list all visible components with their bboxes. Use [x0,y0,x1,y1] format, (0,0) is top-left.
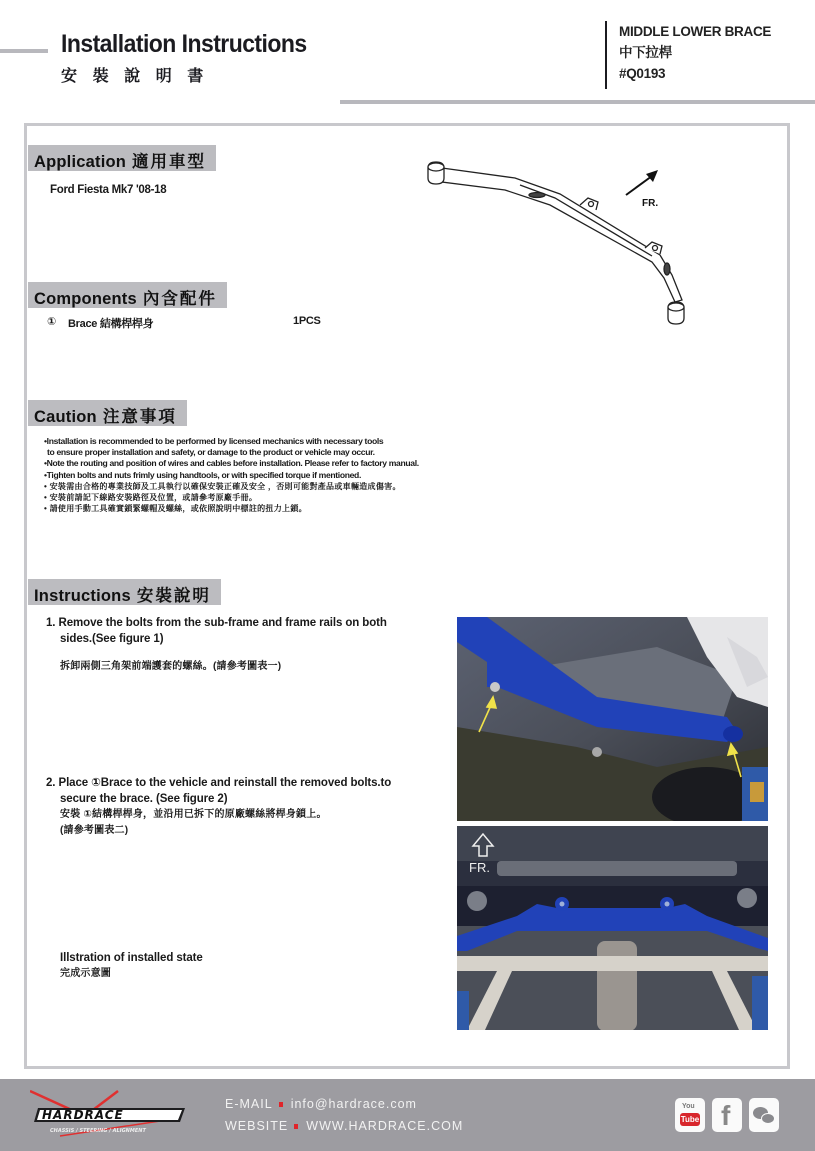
step-text: Remove the bolts from the sub-frame and frame rails on both [58,617,387,629]
front-label: FR. [469,860,490,875]
vehicle-model: Ford Fiesta Mk7 '08-18 [50,184,167,196]
instruction-step-2 [46,775,446,839]
brace-diagram [420,150,710,330]
email-link[interactable]: info@hardrace.com [290,1097,417,1111]
caution-line: •Installation is recommended to be performed by licensed mechanics with necessary tools [44,436,384,446]
front-arrow-icon [626,170,658,195]
step-text: sides.(See figure 1) [60,633,164,645]
page-title-zh: 安 裝 說 明 書 [61,66,209,85]
caution-list [44,436,419,514]
component-name: Brace 結構桿桿身 [68,318,154,330]
footer-website [225,1119,463,1133]
step-number: 1. [46,617,56,629]
caution-line: • 安裝前請記下線路安裝路徑及位置，或請參考原廠手冊。 [44,493,258,503]
component-index: ① [47,316,57,328]
instruction-step-1 [46,615,446,675]
heading-zh: 注意事項 [102,407,177,426]
product-name-zh: 中下拉桿 [619,45,672,60]
red-bullet-icon [279,1102,283,1107]
caution-line: • 請使用手動工具確實鎖緊螺帽及螺絲，或依照說明中標註的扭力上鎖。 [44,504,307,514]
hardrace-logo [30,1088,190,1138]
caution-line: •Tighten bolts and nuts frimly using handtools, or with specified torque if mentioned. [44,469,361,480]
caption-en: Illstration of installed state [60,952,203,964]
heading-zh: 適用車型 [132,152,207,171]
product-info [605,21,771,89]
footer-email [225,1097,417,1111]
youtube-icon[interactable]: You Tube [675,1098,705,1132]
step-text: secure the brace. (See figure 2) [60,793,228,805]
figure-1-photo [457,617,768,821]
heading-en: Components [34,290,137,308]
logo-wordmark: HARDRACE [42,1108,124,1122]
logo-tagline: CHASSIS / STEERING / ALIGNMENT [50,1128,146,1134]
heading-zh: 安裝說明 [136,586,211,605]
caution-line: •Note the routing and position of wires and cables before installation. Please refer to factory manual. [44,458,419,469]
step-text-zh: 安裝 ①結構桿桿身，並沿用已拆下的原廠螺絲將桿身鎖上。 [60,809,327,820]
heading-en: Caution [34,408,97,426]
step-text: Place ①Brace to the vehicle and reinstall the removed bolts.to [58,777,392,789]
component-qty: 1PCS [293,315,321,327]
section-heading-instructions [28,579,221,605]
section-heading-application [28,145,216,171]
section-heading-components [28,282,227,308]
step-number: 2. [46,777,56,789]
email-label: E-MAIL [225,1097,273,1111]
red-bullet-icon [294,1124,298,1129]
caution-line: to ensure proper installation and safety, or damage to the product or vehicle may occur. [47,447,375,458]
website-label: WEBSITE [225,1119,289,1133]
header-divider-right [340,100,815,104]
part-number: #Q0193 [619,66,666,81]
illustration-caption [60,950,203,982]
figure-2-photo [457,826,768,1030]
header-divider-left [0,49,48,53]
product-name: MIDDLE LOWER BRACE [619,24,772,39]
caution-line: • 安裝需由合格的專業技師及工具執行以確保安裝正確及安全 ，否則可能對產品或車輛造成傷害。 [44,481,401,491]
step-text-zh: 拆卸兩側三角架前端護套的螺絲。(請參考圖表一) [60,661,282,672]
page-title: Installation Instructions [61,30,307,58]
step-text-zh: (請參考圖表二) [60,825,129,836]
front-label: FR. [642,198,659,209]
heading-en: Instructions [34,587,131,605]
caption-zh: 完成示意圖 [60,968,111,979]
section-heading-caution [28,400,187,426]
heading-zh: 內含配件 [142,289,217,308]
facebook-icon[interactable]: f [712,1098,742,1132]
heading-en: Application [34,153,127,171]
wechat-icon[interactable] [749,1098,779,1132]
website-link[interactable]: WWW.HARDRACE.COM [306,1119,464,1133]
